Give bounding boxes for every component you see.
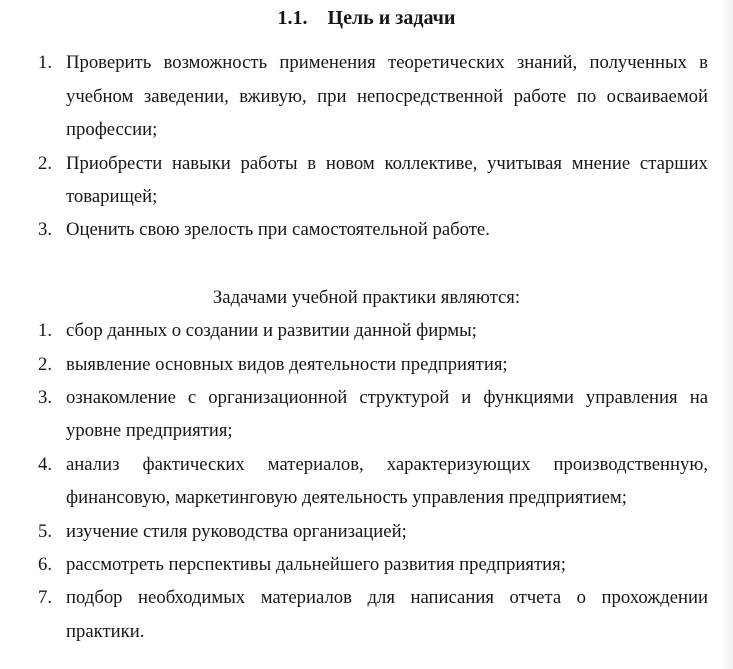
list-item: [38, 381, 708, 448]
list-item-number: 2.: [38, 152, 53, 174]
list-item-text: изучение стиля руководства организацией;: [66, 520, 407, 542]
list-item: [38, 213, 708, 246]
list-item-number: 3.: [38, 219, 53, 241]
list-item-text: ознакомление с организационной структурой и функциями управления на уровне предприятия;: [66, 387, 708, 442]
list-item-number: 1.: [38, 52, 53, 74]
list-item-number: 2.: [38, 353, 53, 375]
section-heading-title: Цель и задачи: [327, 7, 456, 29]
list-item: [38, 314, 708, 347]
list-item: [38, 448, 708, 515]
list-item-text: рассмотреть перспективы дальнейшего развития предприятия;: [66, 554, 566, 576]
list-item-number: 5.: [38, 520, 53, 542]
list-item: [38, 147, 708, 214]
list-item-number: 1.: [38, 320, 53, 342]
section-heading: [0, 3, 733, 33]
list-item-number: 4.: [38, 453, 53, 475]
list-item-text: Приобрести навыки работы в новом коллективе, учитывая мнение старших товарищей;: [66, 152, 708, 208]
list-item-text: Проверить возможность применения теоретических знаний, полученных в учебном заведении, вживую, при непосредственной работе по осваиваемой профессии;: [66, 52, 708, 141]
list-item: [38, 348, 708, 381]
list-item-text: выявление основных видов деятельности предприятия;: [66, 353, 508, 375]
list-item-text: Оценить свою зрелость при самостоятельной работе.: [66, 219, 490, 241]
list-item-number: 7.: [38, 587, 53, 609]
list-item: [38, 581, 708, 648]
list-item-text: сбор данных о создании и развитии данной фирмы;: [66, 320, 477, 342]
list-item: [38, 46, 708, 146]
section-heading-number: 1.1.: [277, 7, 308, 29]
list-item-number: 6.: [38, 554, 53, 576]
goals-list: [0, 46, 733, 246]
list-item-text: подбор необходимых материалов для написания отчета о прохождении практики.: [66, 587, 708, 642]
tasks-list: [0, 314, 733, 648]
list-item-text: анализ фактических материалов, характеризующих производственную, финансовую, маркетинговую деятельность управления предприятием;: [66, 453, 708, 509]
tasks-intro-paragraph: Задачами учебной практики являются:: [212, 286, 521, 308]
list-item-number: 3.: [38, 387, 53, 409]
list-item: [38, 515, 708, 548]
list-item: [38, 548, 708, 581]
